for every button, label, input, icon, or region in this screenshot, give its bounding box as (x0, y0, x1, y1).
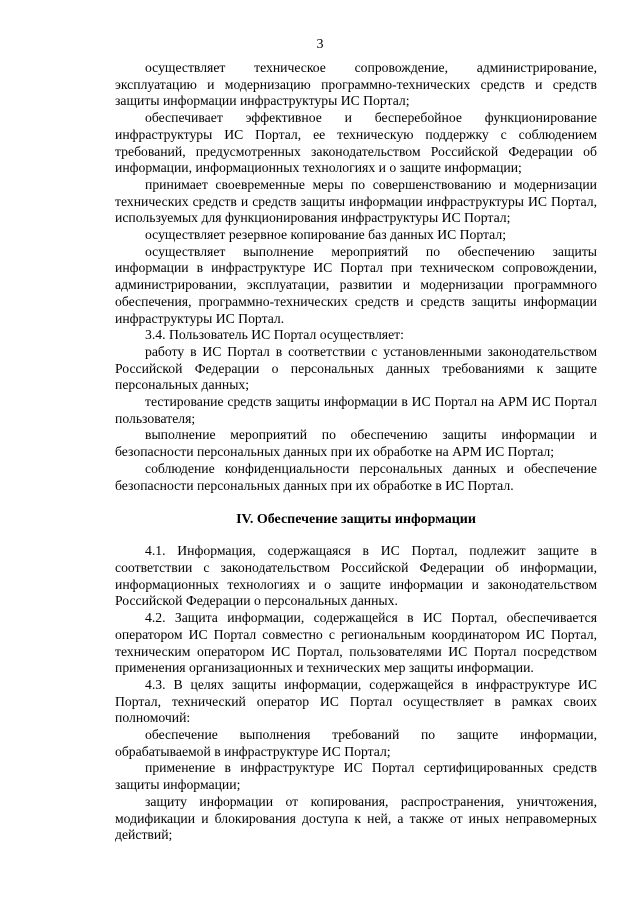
clause-4-2: 4.2. Защита информации, содержащейся в ИС Портал, обеспечивается оператором ИС Портал совместно с региональным координатором ИС Портал, техническим оператором ИС Портал, пользователями ИС Портал посредством применения организационных и технических мер защиты информации. (115, 610, 597, 676)
page-number: 3 (316, 37, 324, 52)
paragraph: выполнение мероприятий по обеспечению защиты информации и безопасности персональных данных при их обработке на АРМ ИС Портал; (115, 427, 597, 460)
paragraph: защиту информации от копирования, распространения, уничтожения, модификации и блокирования доступа к ней, а также от иных неправомерных действий; (115, 793, 597, 843)
paragraph: применение в инфраструктуре ИС Портал сертифицированных средств защиты информации; (115, 760, 597, 793)
paragraph: осуществляет выполнение мероприятий по обеспечению защиты информации в инфраструктуре ИС Портал при техническом сопровождении, администрировании, эксплуатации, развитии и модернизации программного обеспечения, программно-технических средств и средств защиты информации инфраструктуры ИС Портал. (115, 243, 597, 326)
clause-4-3: 4.3. В целях защиты информации, содержащейся в инфраструктуре ИС Портал, технический оператор ИС Портал осуществляет в рамках своих полномочий: (115, 676, 597, 726)
paragraph: тестирование средств защиты информации в ИС Портал на АРМ ИС Портал пользователя; (115, 394, 597, 426)
clause-4-1: 4.1. Информация, содержащаяся в ИС Портал, подлежит защите в соответствии с законодательством Российской Федерации об информации, информационных технологиях и о защите информации и законодательством Российской Федерации о персональных данных. (115, 543, 597, 609)
paragraph: работу в ИС Портал в соответствии с установленными законодательством Российской Федерации о персональных данных требованиями к защите персональных данных; (115, 343, 597, 393)
paragraph: обеспечение выполнения требований по защите информации, обрабатываемой в инфраструктуре ИС Портал; (115, 727, 597, 759)
paragraph: осуществляет техническое сопровождение, администрирование, эксплуатацию и модернизацию программно-технических средств и средств защиты информации инфраструктуры ИС Портал; (115, 60, 597, 109)
paragraph: обеспечивает эффективное и бесперебойное функционирование инфраструктуры ИС Портал, ее техническую поддержку с соблюдением требований, предусмотренных законодательством Российской Федерации об информации, информационных технологиях и о защите информации; (115, 110, 597, 176)
paragraph: принимает своевременные меры по совершенствованию и модернизации технических средств и средств защиты информации инфраструктуры ИС Портал, используемых для функционирования инфраструктуры ИС Портал; (115, 176, 597, 226)
clause-3-4: 3.4. Пользователь ИС Портал осуществляет: (145, 327, 404, 343)
paragraph: осуществляет резервное копирование баз данных ИС Портал; (145, 227, 506, 243)
document-body (115, 60, 597, 844)
paragraph: соблюдение конфиденциальности персональных данных и обеспечение безопасности персональных данных при их обработке в ИС Портал. (115, 460, 597, 493)
section-heading: IV. Обеспечение защиты информации (236, 512, 476, 528)
